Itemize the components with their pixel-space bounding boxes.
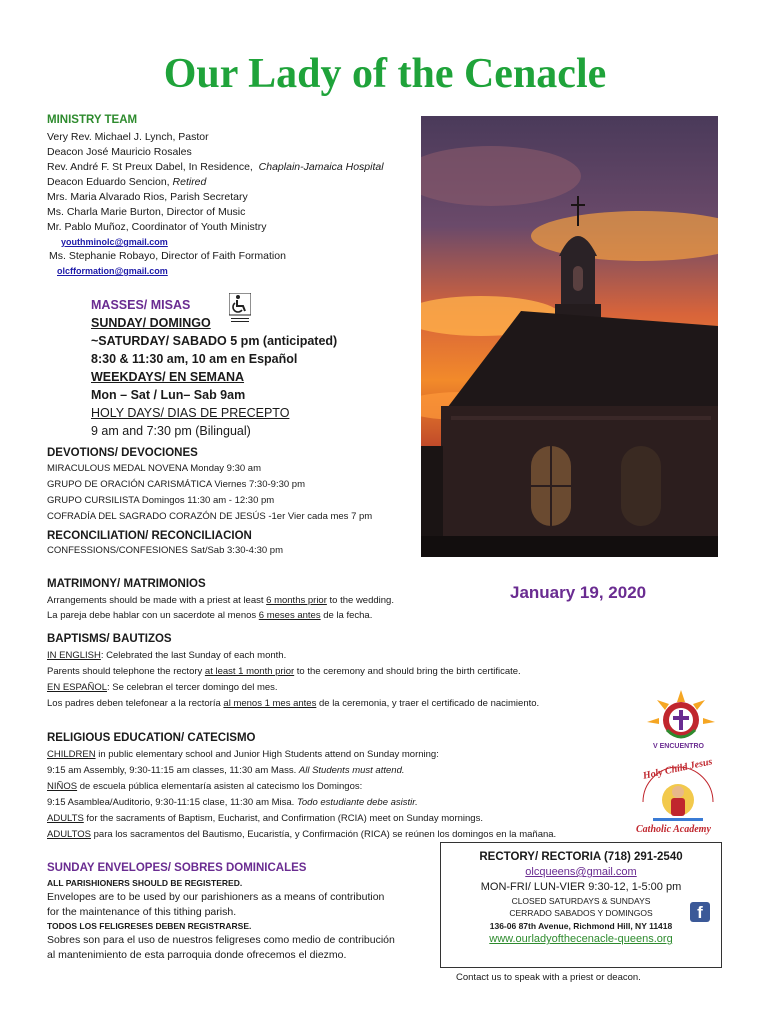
envelopes-text-1: Envelopes are to be used by our parishioners as a means of contribution: [47, 891, 385, 903]
rectory-closed-en: CLOSED SATURDAYS & SUNDAYS: [511, 896, 651, 906]
envelopes-text-3: Sobres son para el uso de nuestros feligreses como medio de contribución: [47, 934, 395, 946]
baptisms-section: [47, 633, 539, 712]
masses-saturday: ~SATURDAY/ SABADO 5 pm (anticipated): [91, 334, 338, 348]
religious-children-schedule: 9:15 am Assembly, 9:30-11:15 am classes, 11:30 am Mass. All Students must attend.: [47, 765, 405, 776]
devotions-heading: DEVOTIONS/ DEVOCIONES: [47, 447, 198, 459]
ministry-music: Ms. Charla Marie Burton, Director of Music: [47, 206, 246, 218]
ministry-list: [47, 130, 384, 278]
devotion-item: GRUPO DE ORACIÓN CARISMÁTICA Viernes 7:30-9:30 pm: [47, 479, 305, 490]
ministry-heading: MINISTRY TEAM: [47, 114, 138, 126]
religious-ninos: NIÑOS de escuela pública elementaría asisten al catecismo los Domingos:: [47, 781, 363, 792]
reconciliation-line: CONFESSIONS/CONFESIONES Sat/Sab 3:30-4:30 pm: [47, 545, 283, 556]
rectory-box: [440, 842, 722, 968]
wheelchair-icon: [229, 293, 251, 323]
faith-formation-email-link[interactable]: olcfformation@gmail.com: [57, 266, 168, 276]
bulletin-date: January 19, 2020: [510, 583, 647, 602]
masses-heading: MASSES/ MISAS: [91, 298, 191, 312]
envelopes-text-4: al mantenimiento de esta parroquia donde ofrecemos el diezmo.: [47, 949, 347, 961]
ministry-deacon-eduardo: Deacon Eduardo Sencion, Retired: [47, 176, 207, 188]
rectory-address: 136-06 87th Avenue, Richmond Hill, NY 11418: [489, 921, 673, 931]
holy-child-jesus-label: Holy Child Jesus: [642, 756, 714, 782]
masses-holy-times: 9 am and 7:30 pm (Bilingual): [91, 424, 251, 438]
baptism-spanish-detail: Los padres deben telefonear a la rectoría al menos 1 mes antes de la ceremonia, y traer el certificado de nacimiento.: [47, 698, 540, 709]
matrimony-section: [47, 578, 394, 623]
ministry-pastor: Very Rev. Michael J. Lynch, Pastor: [47, 131, 209, 143]
ministry-youth: Mr. Pablo Muñoz, Coordinator of Youth Ministry: [47, 221, 267, 233]
matrimony-english: Arrangements should be made with a priest at least 6 months prior to the wedding.: [47, 595, 394, 606]
baptism-english: IN ENGLISH: Celebrated the last Sunday of each month.: [47, 650, 287, 661]
ministry-secretary: Mrs. Maria Alvarado Rios, Parish Secretary: [47, 191, 248, 203]
rectory-email-link[interactable]: olcqueens@gmail.com: [525, 866, 637, 878]
religious-adults: ADULTS for the sacraments of Baptism, Eucharist, and Confirmation (RCIA) meet on Sunday mornings.: [47, 813, 483, 824]
v-encuentro-label: V ENCUENTRO: [653, 743, 704, 750]
facebook-icon[interactable]: f: [690, 902, 710, 922]
catholic-academy-label: Catholic Academy: [636, 824, 711, 835]
masses-sunday-times: 8:30 & 11:30 am, 10 am en Español: [91, 352, 298, 366]
ministry-faith-formation: Ms. Stephanie Robayo, Director of Faith Formation: [49, 250, 286, 262]
reconciliation-heading: RECONCILIATION/ RECONCILIACION: [47, 530, 252, 542]
page-title: Our Lady of the Cenacle: [163, 51, 607, 97]
matrimony-heading: MATRIMONY/ MATRIMONIOS: [47, 578, 206, 590]
envelopes-registrarse: TODOS LOS FELIGRESES DEBEN REGISTRARSE.: [47, 921, 252, 931]
devotion-item: COFRADÍA DEL SAGRADO CORAZÓN DE JESÚS -1er Vier cada mes 7 pm: [47, 511, 373, 522]
baptism-spanish: EN ESPAÑOL: Se celebran el tercer domingo del mes.: [47, 682, 278, 693]
matrimony-spanish: La pareja debe hablar con un sacerdote al menos 6 meses antes de la fecha.: [47, 610, 373, 621]
rectory-heading: RECTORY/ RECTORIA (718) 291-2540: [479, 851, 683, 863]
devotions-section: [47, 447, 372, 525]
masses-section: [91, 296, 337, 440]
contact-note: Contact us to speak with a priest or deacon.: [456, 972, 641, 983]
religious-heading: RELIGIOUS EDUCATION/ CATECISMO: [47, 732, 256, 744]
religious-children: CHILDREN in public elementary school and Junior High Students attend on Sunday morning:: [47, 749, 439, 760]
baptism-english-detail: Parents should telephone the rectory at least 1 month prior to the ceremony and should bring the birth certificate.: [47, 666, 521, 677]
masses-holy-days: HOLY DAYS/ DIAS DE PRECEPTO: [91, 406, 290, 420]
devotion-item: MIRACULOUS MEDAL NOVENA Monday 9:30 am: [47, 463, 261, 474]
ministry-in-residence: Rev. André F. St Preux Dabel, In Residence, Chaplain-Jamaica Hospital: [47, 161, 384, 173]
masses-weekdays: WEEKDAYS/ EN SEMANA: [91, 370, 245, 384]
religious-adultos: ADULTOS para los sacramentos del Bautismo, Eucaristía, y Confirmación (RICA) se reúnen los domingos en la mañana.: [47, 829, 557, 840]
youth-email-link[interactable]: youthminolc@gmail.com: [61, 237, 168, 247]
religious-ninos-schedule: 9:15 Asamblea/Auditorio, 9:30-11:15 clase, 11:30 am Misa. Todo estudiante debe asistir.: [47, 797, 418, 808]
baptisms-heading: BAPTISMS/ BAUTIZOS: [47, 633, 172, 645]
reconciliation-section: [47, 530, 283, 558]
envelopes-section: [47, 862, 395, 963]
envelopes-register: ALL PARISHIONERS SHOULD BE REGISTERED.: [47, 878, 243, 888]
rectory-hours: MON-FRI/ LUN-VIER 9:30-12, 1-5:00 pm: [480, 881, 682, 893]
devotion-item: GRUPO CURSILISTA Domingos 11:30 am - 12:30 pm: [47, 495, 275, 506]
religious-education-section: [47, 732, 556, 843]
church-photo: [421, 116, 718, 557]
envelopes-text-2: for the maintenance of this tithing parish.: [47, 906, 237, 918]
website-link[interactable]: www.ourladyofthecenacle-queens.org: [489, 933, 673, 945]
ministry-deacon-jose: Deacon José Mauricio Rosales: [47, 146, 192, 158]
masses-weekday-times: Mon – Sat / Lun– Sab 9am: [91, 388, 246, 402]
masses-sunday: SUNDAY/ DOMINGO: [91, 316, 211, 330]
rectory-closed-es: CERRADO SABADOS Y DOMINGOS: [509, 908, 653, 918]
envelopes-heading: SUNDAY ENVELOPES/ SOBRES DOMINICALES: [47, 862, 307, 874]
